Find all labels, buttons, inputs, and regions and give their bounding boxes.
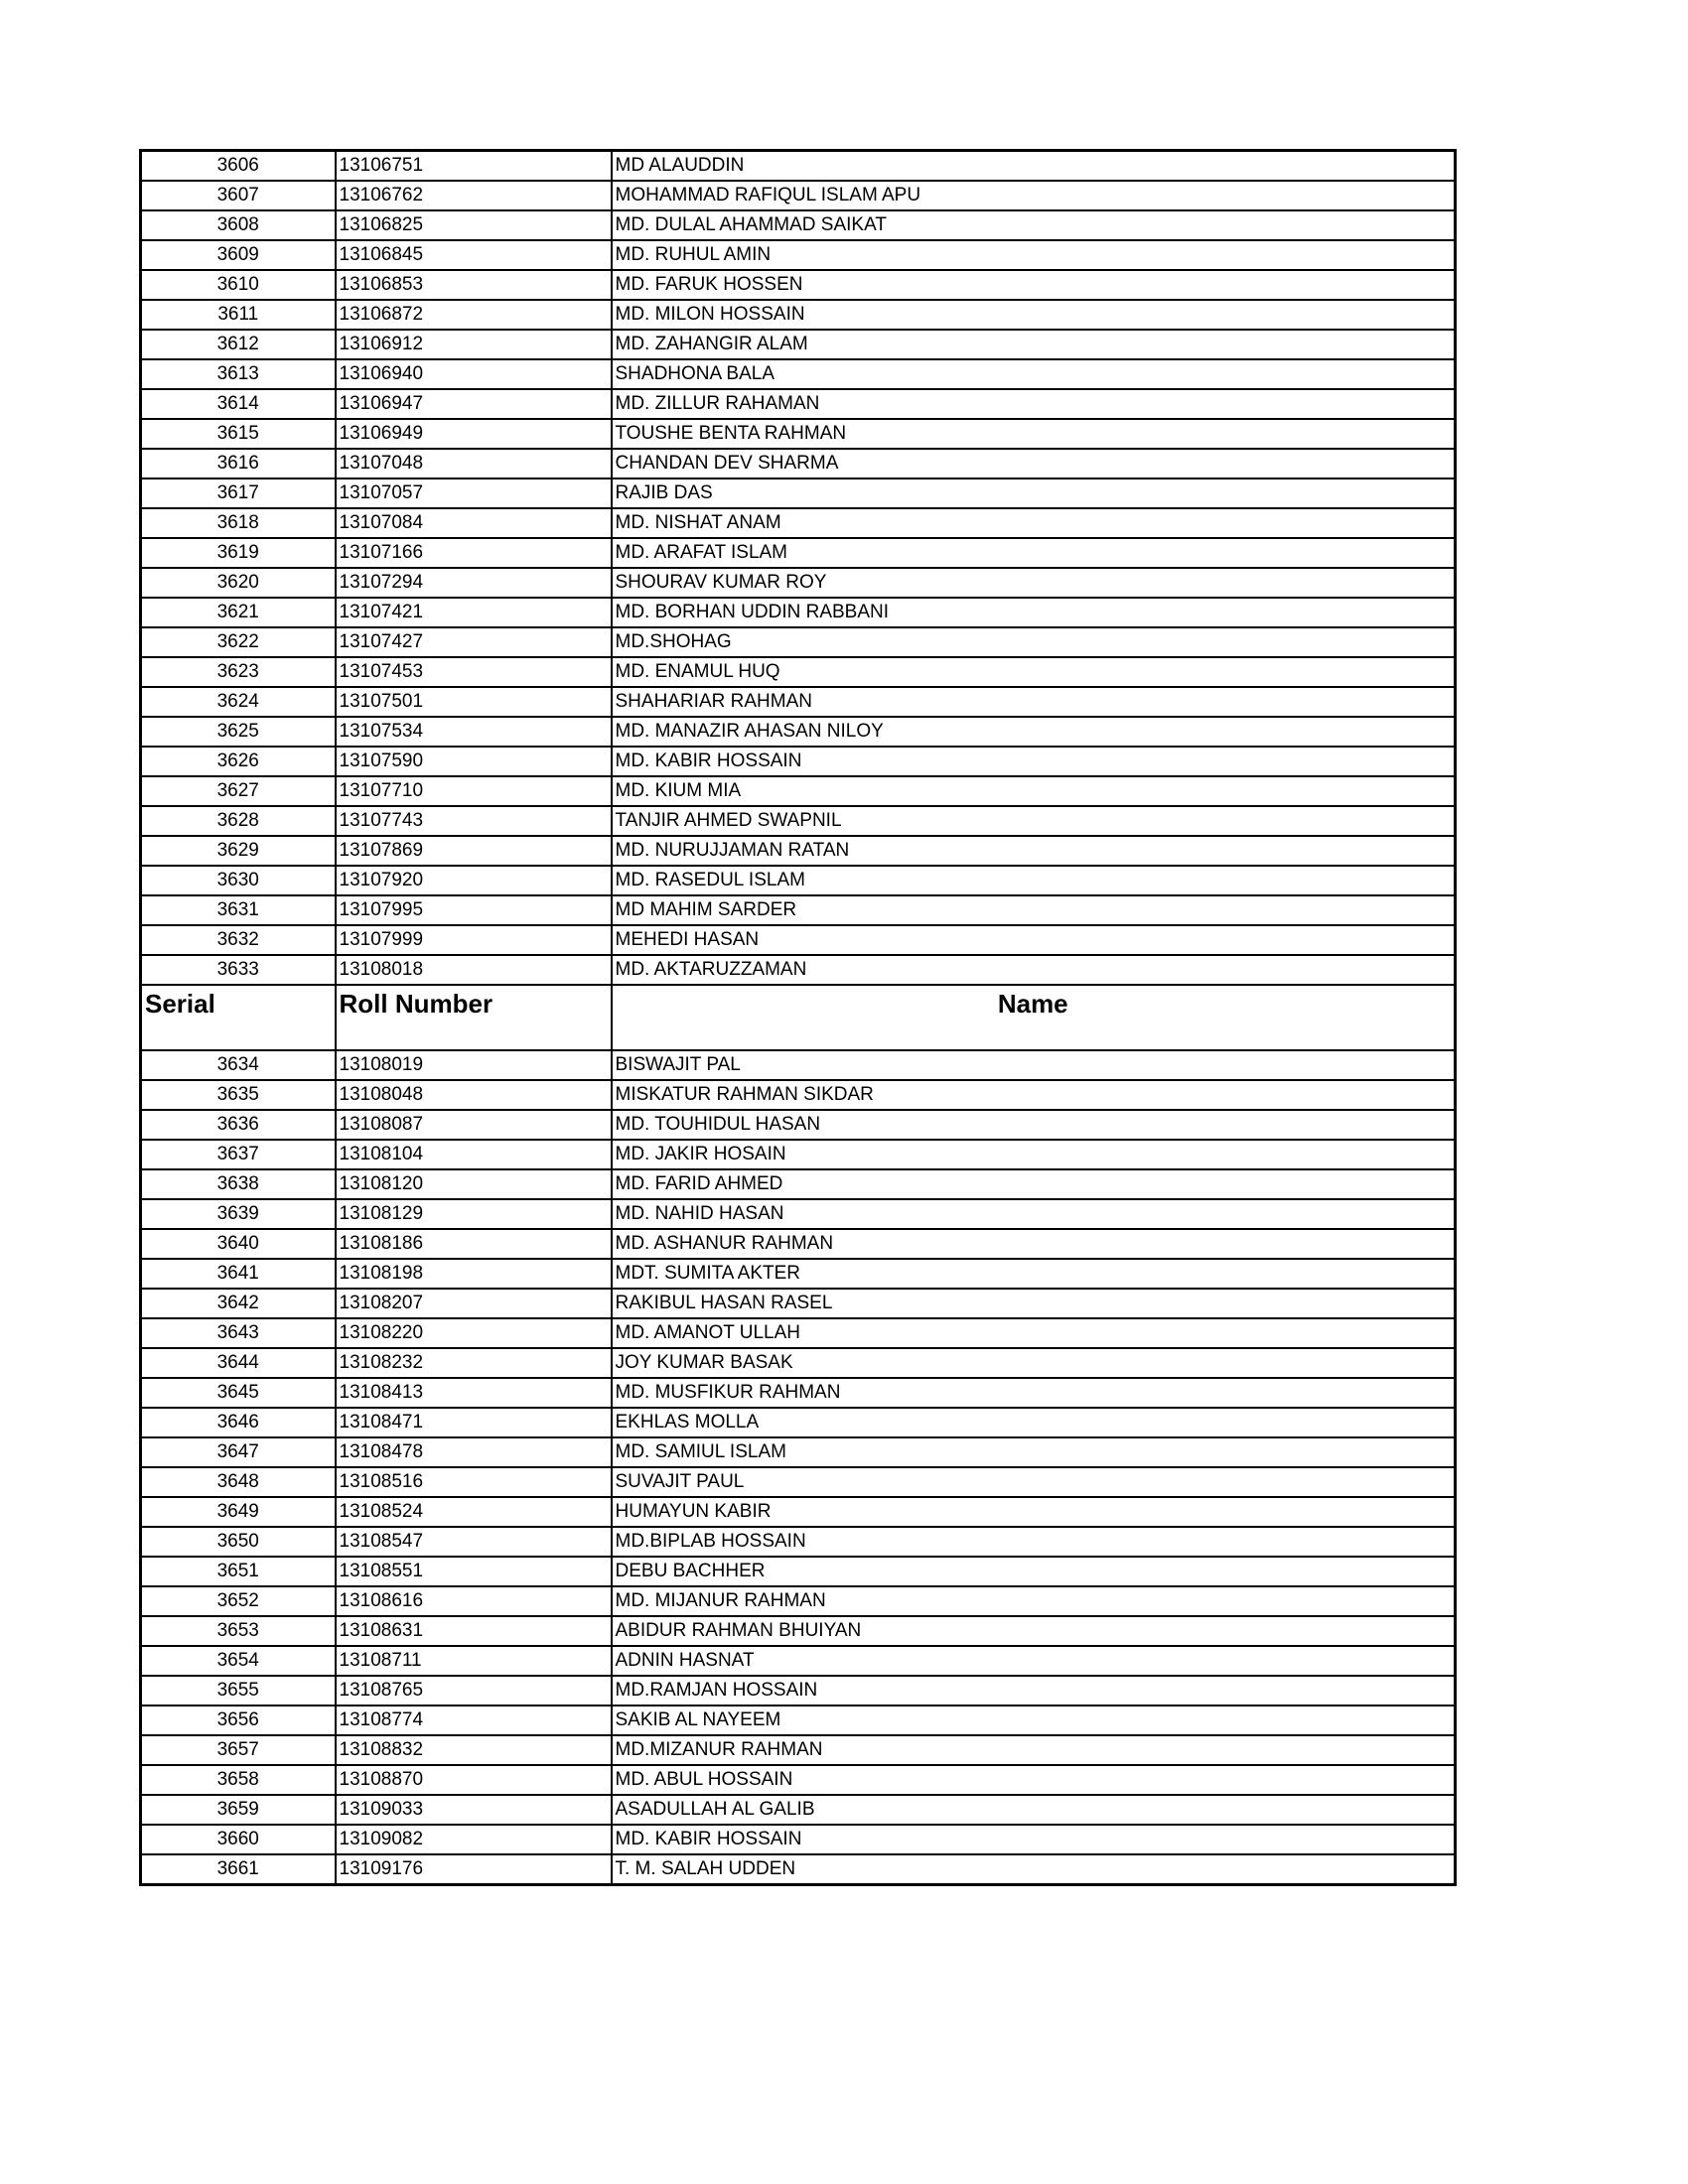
table-row <box>141 1765 1456 1795</box>
name-cell: MOHAMMAD RAFIQUL ISLAM APU <box>612 181 1456 210</box>
roll-number-cell: 13108631 <box>336 1616 612 1646</box>
serial-cell: 3656 <box>141 1706 336 1735</box>
table-row <box>141 687 1456 717</box>
table-row <box>141 1467 1456 1497</box>
table-row <box>141 330 1456 359</box>
roll-number-cell: 13109176 <box>336 1854 612 1885</box>
roll-number-cell: 13108104 <box>336 1140 612 1169</box>
name-cell: MD. MILON HOSSAIN <box>612 300 1456 330</box>
serial-cell: 3617 <box>141 478 336 508</box>
roll-number-cell: 13108478 <box>336 1437 612 1467</box>
name-cell: MD. KABIR HOSSAIN <box>612 1825 1456 1854</box>
roll-number-cell: 13108471 <box>336 1408 612 1437</box>
roll-number-cell: 13106940 <box>336 359 612 389</box>
serial-cell: 3659 <box>141 1795 336 1825</box>
name-cell: EKHLAS MOLLA <box>612 1408 1456 1437</box>
serial-cell: 3646 <box>141 1408 336 1437</box>
roll-number-cell: 13108087 <box>336 1110 612 1140</box>
table-row <box>141 478 1456 508</box>
table-row <box>141 1527 1456 1557</box>
table-row <box>141 1497 1456 1527</box>
table-row <box>141 717 1456 747</box>
serial-cell: 3620 <box>141 568 336 598</box>
name-cell: RAKIBUL HASAN RASEL <box>612 1289 1456 1318</box>
serial-cell: 3622 <box>141 627 336 657</box>
serial-cell: 3616 <box>141 449 336 478</box>
roll-number-cell: 13107995 <box>336 895 612 925</box>
name-cell: MD.BIPLAB HOSSAIN <box>612 1527 1456 1557</box>
serial-cell: 3612 <box>141 330 336 359</box>
table-row <box>141 449 1456 478</box>
serial-cell: 3647 <box>141 1437 336 1467</box>
serial-cell: 3654 <box>141 1646 336 1676</box>
name-cell: MD.MIZANUR RAHMAN <box>612 1735 1456 1765</box>
table-row <box>141 1437 1456 1467</box>
roll-number-cell: 13108832 <box>336 1735 612 1765</box>
serial-cell: 3618 <box>141 508 336 538</box>
roll-number-cell: 13108413 <box>336 1378 612 1408</box>
serial-cell: 3638 <box>141 1169 336 1199</box>
table-row <box>141 1229 1456 1259</box>
serial-cell: 3630 <box>141 866 336 895</box>
serial-cell: 3625 <box>141 717 336 747</box>
table-row <box>141 389 1456 419</box>
header-name: Name <box>612 985 1456 1050</box>
serial-cell: 3634 <box>141 1050 336 1080</box>
table-row <box>141 1676 1456 1706</box>
name-cell: MD.RAMJAN HOSSAIN <box>612 1676 1456 1706</box>
name-cell: MD. KIUM MIA <box>612 776 1456 806</box>
roll-number-table <box>139 149 1457 1886</box>
table-row <box>141 1318 1456 1348</box>
serial-cell: 3629 <box>141 836 336 866</box>
name-cell: ASADULLAH AL GALIB <box>612 1795 1456 1825</box>
table-row <box>141 1706 1456 1735</box>
table-row <box>141 1050 1456 1080</box>
table-header-row <box>141 985 1456 1050</box>
name-cell: MD. RUHUL AMIN <box>612 240 1456 270</box>
serial-cell: 3606 <box>141 151 336 182</box>
serial-cell: 3642 <box>141 1289 336 1318</box>
name-cell: MD. ENAMUL HUQ <box>612 657 1456 687</box>
table-row <box>141 359 1456 389</box>
table-row <box>141 1825 1456 1854</box>
table-row <box>141 210 1456 240</box>
roll-number-cell: 13107048 <box>336 449 612 478</box>
roll-number-cell: 13108220 <box>336 1318 612 1348</box>
header-serial: Serial <box>141 985 336 1050</box>
table-row <box>141 1735 1456 1765</box>
roll-number-cell: 13106949 <box>336 419 612 449</box>
name-cell: MD.SHOHAG <box>612 627 1456 657</box>
name-cell: SHADHONA BALA <box>612 359 1456 389</box>
name-cell: MD. ABUL HOSSAIN <box>612 1765 1456 1795</box>
roll-number-cell: 13108018 <box>336 955 612 985</box>
roll-number-cell: 13107999 <box>336 925 612 955</box>
name-cell: MD. ZILLUR RAHAMAN <box>612 389 1456 419</box>
table-row <box>141 1199 1456 1229</box>
name-cell: MD ALAUDDIN <box>612 151 1456 182</box>
serial-cell: 3650 <box>141 1527 336 1557</box>
name-cell: MD. TOUHIDUL HASAN <box>612 1110 1456 1140</box>
serial-cell: 3619 <box>141 538 336 568</box>
roll-number-cell: 13107294 <box>336 568 612 598</box>
roll-number-cell: 13108524 <box>336 1497 612 1527</box>
name-cell: T. M. SALAH UDDEN <box>612 1854 1456 1885</box>
serial-cell: 3624 <box>141 687 336 717</box>
serial-cell: 3637 <box>141 1140 336 1169</box>
name-cell: MD. MIJANUR RAHMAN <box>612 1586 1456 1616</box>
roll-number-cell: 13107743 <box>336 806 612 836</box>
serial-cell: 3644 <box>141 1348 336 1378</box>
serial-cell: 3623 <box>141 657 336 687</box>
serial-cell: 3613 <box>141 359 336 389</box>
table-row <box>141 955 1456 985</box>
serial-cell: 3615 <box>141 419 336 449</box>
serial-cell: 3655 <box>141 1676 336 1706</box>
name-cell: ABIDUR RAHMAN BHUIYAN <box>612 1616 1456 1646</box>
serial-cell: 3621 <box>141 598 336 627</box>
serial-cell: 3636 <box>141 1110 336 1140</box>
name-cell: MD. AMANOT ULLAH <box>612 1318 1456 1348</box>
serial-cell: 3611 <box>141 300 336 330</box>
table-row <box>141 1140 1456 1169</box>
table-row <box>141 1616 1456 1646</box>
name-cell: JOY KUMAR BASAK <box>612 1348 1456 1378</box>
table-row <box>141 776 1456 806</box>
roll-number-cell: 13107534 <box>336 717 612 747</box>
name-cell: MD. ASHANUR RAHMAN <box>612 1229 1456 1259</box>
table-row <box>141 836 1456 866</box>
serial-cell: 3658 <box>141 1765 336 1795</box>
name-cell: HUMAYUN KABIR <box>612 1497 1456 1527</box>
roll-number-cell: 13108547 <box>336 1527 612 1557</box>
serial-cell: 3643 <box>141 1318 336 1348</box>
name-cell: MD. NAHID HASAN <box>612 1199 1456 1229</box>
roll-number-cell: 13106751 <box>336 151 612 182</box>
table-row <box>141 1557 1456 1586</box>
roll-number-cell: 13108207 <box>336 1289 612 1318</box>
table-row <box>141 1259 1456 1289</box>
name-cell: SAKIB AL NAYEEM <box>612 1706 1456 1735</box>
table-row <box>141 1378 1456 1408</box>
serial-cell: 3641 <box>141 1259 336 1289</box>
name-cell: MD. NURUJJAMAN RATAN <box>612 836 1456 866</box>
roll-number-cell: 13107057 <box>336 478 612 508</box>
name-cell: CHANDAN DEV SHARMA <box>612 449 1456 478</box>
table-row <box>141 300 1456 330</box>
roll-number-cell: 13108019 <box>336 1050 612 1080</box>
name-cell: SHOURAV KUMAR ROY <box>612 568 1456 598</box>
name-cell: RAJIB DAS <box>612 478 1456 508</box>
roll-number-cell: 13106825 <box>336 210 612 240</box>
table-row <box>141 806 1456 836</box>
table-row <box>141 1110 1456 1140</box>
name-cell: MD. ARAFAT ISLAM <box>612 538 1456 568</box>
name-cell: MD MAHIM SARDER <box>612 895 1456 925</box>
table-row <box>141 1169 1456 1199</box>
serial-cell: 3609 <box>141 240 336 270</box>
table-row <box>141 1854 1456 1885</box>
serial-cell: 3657 <box>141 1735 336 1765</box>
name-cell: MDT. SUMITA AKTER <box>612 1259 1456 1289</box>
roll-number-cell: 13108870 <box>336 1765 612 1795</box>
serial-cell: 3645 <box>141 1378 336 1408</box>
roll-number-cell: 13108516 <box>336 1467 612 1497</box>
name-cell: MD. BORHAN UDDIN RABBANI <box>612 598 1456 627</box>
roll-number-cell: 13107710 <box>336 776 612 806</box>
name-cell: SHAHARIAR RAHMAN <box>612 687 1456 717</box>
table-row <box>141 240 1456 270</box>
roll-number-cell: 13106845 <box>336 240 612 270</box>
name-cell: MD. RASEDUL ISLAM <box>612 866 1456 895</box>
serial-cell: 3614 <box>141 389 336 419</box>
roll-number-cell: 13108120 <box>336 1169 612 1199</box>
roll-number-cell: 13107421 <box>336 598 612 627</box>
serial-cell: 3632 <box>141 925 336 955</box>
name-cell: MD. ZAHANGIR ALAM <box>612 330 1456 359</box>
name-cell: TOUSHE BENTA RAHMAN <box>612 419 1456 449</box>
roll-number-cell: 13108198 <box>336 1259 612 1289</box>
name-cell: MD. MUSFIKUR RAHMAN <box>612 1378 1456 1408</box>
name-cell: MD. KABIR HOSSAIN <box>612 747 1456 776</box>
roll-number-cell: 13107869 <box>336 836 612 866</box>
roll-number-cell: 13107084 <box>336 508 612 538</box>
serial-cell: 3633 <box>141 955 336 985</box>
serial-cell: 3660 <box>141 1825 336 1854</box>
table-row <box>141 895 1456 925</box>
name-cell: MD. DULAL AHAMMAD SAIKAT <box>612 210 1456 240</box>
table-row <box>141 1646 1456 1676</box>
serial-cell: 3635 <box>141 1080 336 1110</box>
serial-cell: 3661 <box>141 1854 336 1885</box>
table-row <box>141 627 1456 657</box>
roll-number-cell: 13106912 <box>336 330 612 359</box>
name-cell: MISKATUR RAHMAN SIKDAR <box>612 1080 1456 1110</box>
table-row <box>141 1408 1456 1437</box>
table-row <box>141 419 1456 449</box>
serial-cell: 3649 <box>141 1497 336 1527</box>
table-row <box>141 1586 1456 1616</box>
serial-cell: 3626 <box>141 747 336 776</box>
name-cell: MD. AKTARUZZAMAN <box>612 955 1456 985</box>
name-cell: MD. MANAZIR AHASAN NILOY <box>612 717 1456 747</box>
header-roll-number: Roll Number <box>336 985 612 1050</box>
name-cell: MD. SAMIUL ISLAM <box>612 1437 1456 1467</box>
roll-number-cell: 13108232 <box>336 1348 612 1378</box>
serial-cell: 3607 <box>141 181 336 210</box>
serial-cell: 3640 <box>141 1229 336 1259</box>
roll-number-cell: 13108711 <box>336 1646 612 1676</box>
serial-cell: 3651 <box>141 1557 336 1586</box>
roll-number-cell: 13108774 <box>336 1706 612 1735</box>
roll-number-cell: 13108551 <box>336 1557 612 1586</box>
roll-number-cell: 13106947 <box>336 389 612 419</box>
table-row <box>141 866 1456 895</box>
roll-number-cell: 13109033 <box>336 1795 612 1825</box>
table-row <box>141 568 1456 598</box>
roll-number-cell: 13106853 <box>336 270 612 300</box>
name-cell: MD. FARUK HOSSEN <box>612 270 1456 300</box>
table-row <box>141 508 1456 538</box>
table-row <box>141 270 1456 300</box>
serial-cell: 3628 <box>141 806 336 836</box>
table-row <box>141 1795 1456 1825</box>
roll-number-cell: 13107920 <box>336 866 612 895</box>
table-row <box>141 657 1456 687</box>
roll-number-cell: 13107427 <box>336 627 612 657</box>
table-row <box>141 1289 1456 1318</box>
serial-cell: 3648 <box>141 1467 336 1497</box>
name-cell: MD. NISHAT ANAM <box>612 508 1456 538</box>
roll-number-cell: 13107501 <box>336 687 612 717</box>
name-cell: TANJIR AHMED SWAPNIL <box>612 806 1456 836</box>
roll-number-cell: 13108129 <box>336 1199 612 1229</box>
name-cell: MEHEDI HASAN <box>612 925 1456 955</box>
serial-cell: 3639 <box>141 1199 336 1229</box>
table-row <box>141 151 1456 182</box>
table-row <box>141 598 1456 627</box>
serial-cell: 3608 <box>141 210 336 240</box>
name-cell: ADNIN HASNAT <box>612 1646 1456 1676</box>
roll-number-cell: 13109082 <box>336 1825 612 1854</box>
serial-cell: 3631 <box>141 895 336 925</box>
roll-number-cell: 13108765 <box>336 1676 612 1706</box>
table-row <box>141 925 1456 955</box>
roll-number-cell: 13108616 <box>336 1586 612 1616</box>
table-row <box>141 181 1456 210</box>
serial-cell: 3653 <box>141 1616 336 1646</box>
table-row <box>141 747 1456 776</box>
name-cell: DEBU BACHHER <box>612 1557 1456 1586</box>
serial-cell: 3627 <box>141 776 336 806</box>
table-row <box>141 1348 1456 1378</box>
roll-number-cell: 13106872 <box>336 300 612 330</box>
roll-number-cell: 13108186 <box>336 1229 612 1259</box>
table-row <box>141 1080 1456 1110</box>
name-cell: SUVAJIT PAUL <box>612 1467 1456 1497</box>
serial-cell: 3610 <box>141 270 336 300</box>
roll-number-cell: 13108048 <box>336 1080 612 1110</box>
name-cell: BISWAJIT PAL <box>612 1050 1456 1080</box>
roll-number-cell: 13107166 <box>336 538 612 568</box>
name-cell: MD. JAKIR HOSAIN <box>612 1140 1456 1169</box>
roll-number-cell: 13107453 <box>336 657 612 687</box>
name-cell: MD. FARID AHMED <box>612 1169 1456 1199</box>
roll-number-cell: 13106762 <box>336 181 612 210</box>
table-row <box>141 538 1456 568</box>
roll-number-cell: 13107590 <box>336 747 612 776</box>
serial-cell: 3652 <box>141 1586 336 1616</box>
table-body <box>141 151 1456 1885</box>
